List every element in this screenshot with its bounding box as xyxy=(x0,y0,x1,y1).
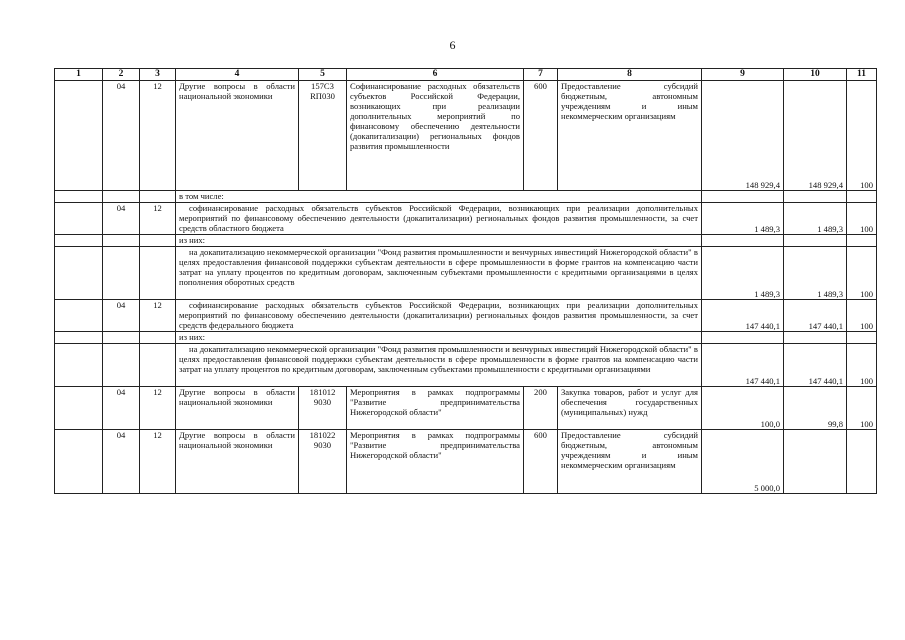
table-row xyxy=(55,81,877,191)
empty-cell xyxy=(55,387,103,430)
subsection-code: 12 xyxy=(140,387,176,430)
empty-cell xyxy=(103,235,140,247)
execution-percent: 100 xyxy=(847,203,877,235)
header-cell: 10 xyxy=(784,69,847,81)
execution-percent: 100 xyxy=(847,81,877,191)
empty-cell xyxy=(847,235,877,247)
target-article-name: Софинансирование расходных обязательств субъектов Российской Федерации, возникающих при реализации дополнительных мероприятий по финансовому обеспечению деятельности (докапитализации) региональных фондов развития промышленности xyxy=(347,81,524,191)
execution-percent: 100 xyxy=(847,300,877,332)
section-code: 04 xyxy=(103,430,140,494)
header-cell: 7 xyxy=(524,69,558,81)
empty-cell xyxy=(55,81,103,191)
empty-cell xyxy=(103,344,140,387)
empty-cell xyxy=(702,235,784,247)
amount-executed xyxy=(784,430,847,494)
expense-type-code: 600 xyxy=(524,430,558,494)
amount-planned: 100,0 xyxy=(702,387,784,430)
header-cell: 6 xyxy=(347,69,524,81)
amount-executed: 1 489,3 xyxy=(784,203,847,235)
empty-cell xyxy=(140,332,176,344)
table-row xyxy=(55,191,877,203)
empty-cell xyxy=(55,344,103,387)
expense-type-code: 600 xyxy=(524,81,558,191)
amount-planned: 5 000,0 xyxy=(702,430,784,494)
subsection-code: 12 xyxy=(140,203,176,235)
header-cell: 3 xyxy=(140,69,176,81)
execution-percent: 100 xyxy=(847,344,877,387)
table-row xyxy=(55,344,877,387)
amount-planned: 147 440,1 xyxy=(702,344,784,387)
target-article-code: 181022 9030 xyxy=(299,430,347,494)
execution-percent: 100 xyxy=(847,247,877,300)
empty-cell xyxy=(784,191,847,203)
amount-planned: 1 489,3 xyxy=(702,247,784,300)
page-number: 6 xyxy=(449,38,456,52)
empty-cell xyxy=(55,430,103,494)
expense-type-name: Предоставление субсидий бюджетным, автономным учреждениям и иным некоммерческим организациям xyxy=(558,430,702,494)
section-code: 04 xyxy=(103,387,140,430)
amount-executed: 148 929,4 xyxy=(784,81,847,191)
row-description: софинансирование расходных обязательств субъектов Российской Федерации, возникающих при реализации дополнительных мероприятий по финансовому обеспечению деятельности (докапитализации) региональных фондов развития промышленности, за счет средств областного бюджета xyxy=(176,203,702,235)
header-cell: 1 xyxy=(55,69,103,81)
table-row xyxy=(55,247,877,300)
execution-percent xyxy=(847,430,877,494)
execution-percent: 100 xyxy=(847,387,877,430)
subsection-code: 12 xyxy=(140,81,176,191)
row-label: в том числе: xyxy=(176,191,702,203)
table-row xyxy=(55,235,877,247)
header-cell: 2 xyxy=(103,69,140,81)
empty-cell xyxy=(140,235,176,247)
empty-cell xyxy=(55,235,103,247)
header-cell: 5 xyxy=(299,69,347,81)
amount-planned: 1 489,3 xyxy=(702,203,784,235)
budget-table xyxy=(54,68,877,494)
table-row xyxy=(55,430,877,494)
table-row xyxy=(55,387,877,430)
empty-cell xyxy=(55,191,103,203)
empty-cell xyxy=(55,300,103,332)
section-code: 04 xyxy=(103,203,140,235)
expense-type-name: Предоставление субсидий бюджетным, автономным учреждениям и иным некоммерческим организациям xyxy=(558,81,702,191)
expense-type-name: Закупка товаров, работ и услуг для обеспечения государственных (муниципальных) нужд xyxy=(558,387,702,430)
empty-cell xyxy=(702,191,784,203)
amount-executed: 147 440,1 xyxy=(784,300,847,332)
empty-cell xyxy=(702,332,784,344)
empty-cell xyxy=(140,191,176,203)
empty-cell xyxy=(847,332,877,344)
header-cell: 9 xyxy=(702,69,784,81)
section-name: Другие вопросы в области национальной экономики xyxy=(176,81,299,191)
section-code: 04 xyxy=(103,300,140,332)
subsection-code: 12 xyxy=(140,430,176,494)
table-row xyxy=(55,300,877,332)
empty-cell xyxy=(103,191,140,203)
subsection-code: 12 xyxy=(140,300,176,332)
header-cell: 11 xyxy=(847,69,877,81)
row-label: из них: xyxy=(176,332,702,344)
table-row xyxy=(55,332,877,344)
empty-cell xyxy=(55,247,103,300)
empty-cell xyxy=(784,235,847,247)
header-row xyxy=(55,69,877,81)
row-label: из них: xyxy=(176,235,702,247)
section-code: 04 xyxy=(103,81,140,191)
header-cell: 4 xyxy=(176,69,299,81)
empty-cell xyxy=(103,332,140,344)
empty-cell xyxy=(55,203,103,235)
amount-planned: 148 929,4 xyxy=(702,81,784,191)
amount-planned: 147 440,1 xyxy=(702,300,784,332)
target-article-code: 181012 9030 xyxy=(299,387,347,430)
amount-executed: 1 489,3 xyxy=(784,247,847,300)
amount-executed: 147 440,1 xyxy=(784,344,847,387)
target-article-name: Мероприятия в рамках подпрограммы "Развитие предпринимательства Нижегородской области" xyxy=(347,387,524,430)
header-cell: 8 xyxy=(558,69,702,81)
target-article-code: 157С3 RП030 xyxy=(299,81,347,191)
expense-type-code: 200 xyxy=(524,387,558,430)
empty-cell xyxy=(103,247,140,300)
empty-cell xyxy=(140,344,176,387)
empty-cell xyxy=(55,332,103,344)
row-description: на докапитализацию некоммерческой организации "Фонд развития промышленности и венчурных инвестиций Нижегородской области" в целях предоставления финансовой поддержки субъектам деятельности в сфере промышленности в форме грантов на компенсацию части затрат на уплату процентов по кредитным договорам, заключенным субъектами промышленности с кредитными организациями xyxy=(176,344,702,387)
empty-cell xyxy=(847,191,877,203)
section-name: Другие вопросы в области национальной экономики xyxy=(176,387,299,430)
target-article-name: Мероприятия в рамках подпрограммы "Развитие предпринимательства Нижегородской области" xyxy=(347,430,524,494)
section-name: Другие вопросы в области национальной экономики xyxy=(176,430,299,494)
table-row xyxy=(55,203,877,235)
empty-cell xyxy=(784,332,847,344)
row-description: софинансирование расходных обязательств субъектов Российской Федерации, возникающих при реализации дополнительных мероприятий по финансовому обеспечению деятельности (докапитализации) региональных фондов развития промышленности, за счет средств федерального бюджета xyxy=(176,300,702,332)
amount-executed: 99,8 xyxy=(784,387,847,430)
empty-cell xyxy=(140,247,176,300)
row-description: на докапитализацию некоммерческой организации "Фонд развития промышленности и венчурных инвестиций Нижегородской области" в целях предоставления финансовой поддержки субъектам деятельности в сфере промышленности в форме грантов на компенсацию части затрат на уплату процентов по кредитным договорам, заключенным субъектами промышленности с кредитными организациями в целях пополнения оборотных средств xyxy=(176,247,702,300)
